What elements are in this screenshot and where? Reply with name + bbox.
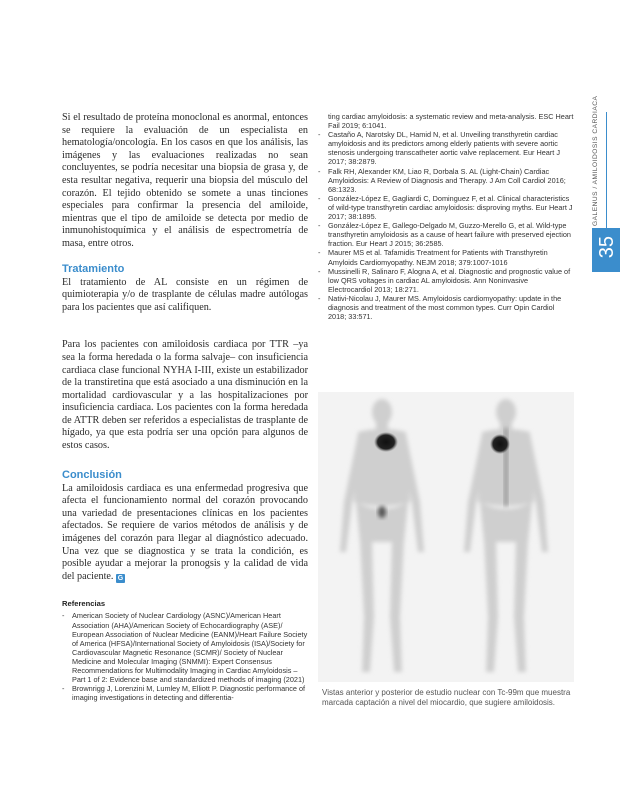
reference-item: - American Society of Nuclear Cardiology (ASNC)/American Heart Association (AHA)/American Society of Echocardiography (ASE)/ European Association of Nuclear Medicine (EANM)/Heart Failure Society of America (HFSA)/International Society of Amyloidosis (ISA)/Society for Cardiovascular Magnetic Resonance (SCMR)/ Society of Nuclear Medicine and Molecular Imaging (SNMMI): Expert Consensus Recommendations for Multimodality Imaging in Cardiac Amyloidosis – Part 1 of 2: Evidence base and standardized methods of imaging (2021) — [62, 611, 308, 684]
heart-uptake — [374, 432, 398, 452]
references-list-left — [62, 611, 308, 702]
bladder-uptake — [378, 506, 386, 518]
intro-paragraph: Si el resultado de proteína monoclonal es anormal, entonces se requiere la evaluación de un especialista en hematología/oncología. En los casos en que los análisis, las imágenes y las evaluaciones realizadas no sean concluyentes, se podría necesitar una biopsia de grasa y, de esta resultar negativa, requerir una biopsia del músculo del corazón. El tejido obtenido se somete a unas tinciones especiales para confirmar la presencia del amiloide, mientras que el tipo de amiloide se detecta por medio de inmunohistoquímica y el análisis de espectrometría de masa, entre otros. — [62, 112, 308, 249]
treatment-paragraph-1: El tratamiento de AL consiste en un régimen de quimioterapia y/o de trasplante de células madre autólogas para los pacientes que así califiquen. — [62, 276, 308, 313]
references-list-right — [318, 130, 574, 321]
conclusion-text: La amiloidosis cardiaca es una enfermedad progresiva que afecta el funcionamiento normal del corazón provocando una variedad de presentaciones clínicas en los pacientes afectados. Se requiere de varios métodos de análisis y de imágenes del corazón para llegar al diagnóstico adecuado. Una vez que se diagnostica y se trata la condición, es posible ayudar a mejorar la pronogsis y la calidad de vida del paciente. — [62, 482, 308, 582]
reference-item: - Castaño A, Narotsky DL, Hamid N, et al. Unveiling transthyretin cardiac amyloidosis and its predictors among elderly patients with severe aortic stenosis undergoing transcatheter aortic valve replacement. Eur Heart J 2017; 38:2879. — [318, 130, 574, 166]
reference-item: - González-López E, Gallego-Delgado M, Guzzo-Merello G, et al. Wild-type transthyretin amyloidosis as a cause of heart failure with preserved ejection fraction. Eur Heart J 2015; 36:2585. — [318, 221, 574, 248]
reference-item: - Falk RH, Alexander KM, Liao R, Dorbala S. AL (Light-Chain) Cardiac Amyloidosis: A Review of Diagnosis and Therapy. J Am Coll Cardiol 2016; 68:1323. — [318, 167, 574, 194]
reference-item: - Nativi-Nicolau J, Maurer MS. Amyloidosis cardiomyopathy: update in the diagnosis and treatment of the most common types. Curr Opin Cardiol 2018; 33:571. — [318, 294, 574, 321]
body-scan-figure — [318, 392, 574, 682]
conclusion-paragraph — [62, 483, 308, 584]
right-column — [318, 112, 574, 321]
figure-caption: Vistas anterior y posterior de estudio nuclear con Tc-99m que muestra marcada captación a nivel del miocardio, que sugiere amiloidosis. — [322, 688, 571, 708]
reference-continuation: ting cardiac amyloidosis: a systematic review and meta-analysis. ESC Heart Fail 2019; 6:1041. — [328, 112, 574, 131]
heart-uptake — [490, 434, 510, 454]
left-column — [62, 112, 308, 702]
reference-item: - González-López E, Gagliardi C, Dominguez F, et al. Clinical characteristics of wild-type transthyretin cardiac amyloidosis: disproving myths. Eur Heart J 2017; 38:1895. — [318, 194, 574, 221]
treatment-paragraph-2: Para los pacientes con amiloidosis cardiaca por TTR –ya sea la forma heredada o la forma salvaje– con insuficiencia cardiaca clase funcional NYHA I-III, existe un estabilizador de la transtiretina que está asociado a una disminución en la mortalidad cardiovascular y a las hospitalizaciones por insuficiencia cardiaca. Los pacientes con la forma heredada de ATTR deben ser referidos a especialistas de trasplante de hígado, ya que esta podría ser una opción para algunos de estos casos. — [62, 339, 308, 452]
treatment-heading: Tratamiento — [62, 262, 125, 275]
conclusion-heading: Conclusión — [62, 468, 122, 481]
reference-item: - Mussinelli R, Salinaro F, Alogna A, et al. Diagnostic and prognostic value of low QRS voltages in cardiac AL amyloidosis. Ann Noninvasive Electrocardiol 2013; 18:271. — [318, 267, 574, 294]
page-number: 35 — [596, 236, 618, 259]
references-title: Referencias — [62, 599, 106, 609]
reference-item: - Maurer MS et al. Tafamidis Treatment for Patients with Transthyretin Amyloids Cardiomyopathy. NEJM 2018; 379:1007-1016 — [318, 248, 574, 266]
running-header-rule — [606, 112, 607, 230]
nuclear-scan-image — [318, 392, 574, 682]
reference-item: - Brownrigg J, Lorenzini M, Lumley M, Elliott P. Diagnostic performance of imaging investigations in detecting and differentia- — [62, 684, 308, 702]
end-mark-icon: G — [117, 574, 124, 582]
running-header: GALENUS / AMILOIDOSIS CARDIACA — [592, 95, 599, 226]
